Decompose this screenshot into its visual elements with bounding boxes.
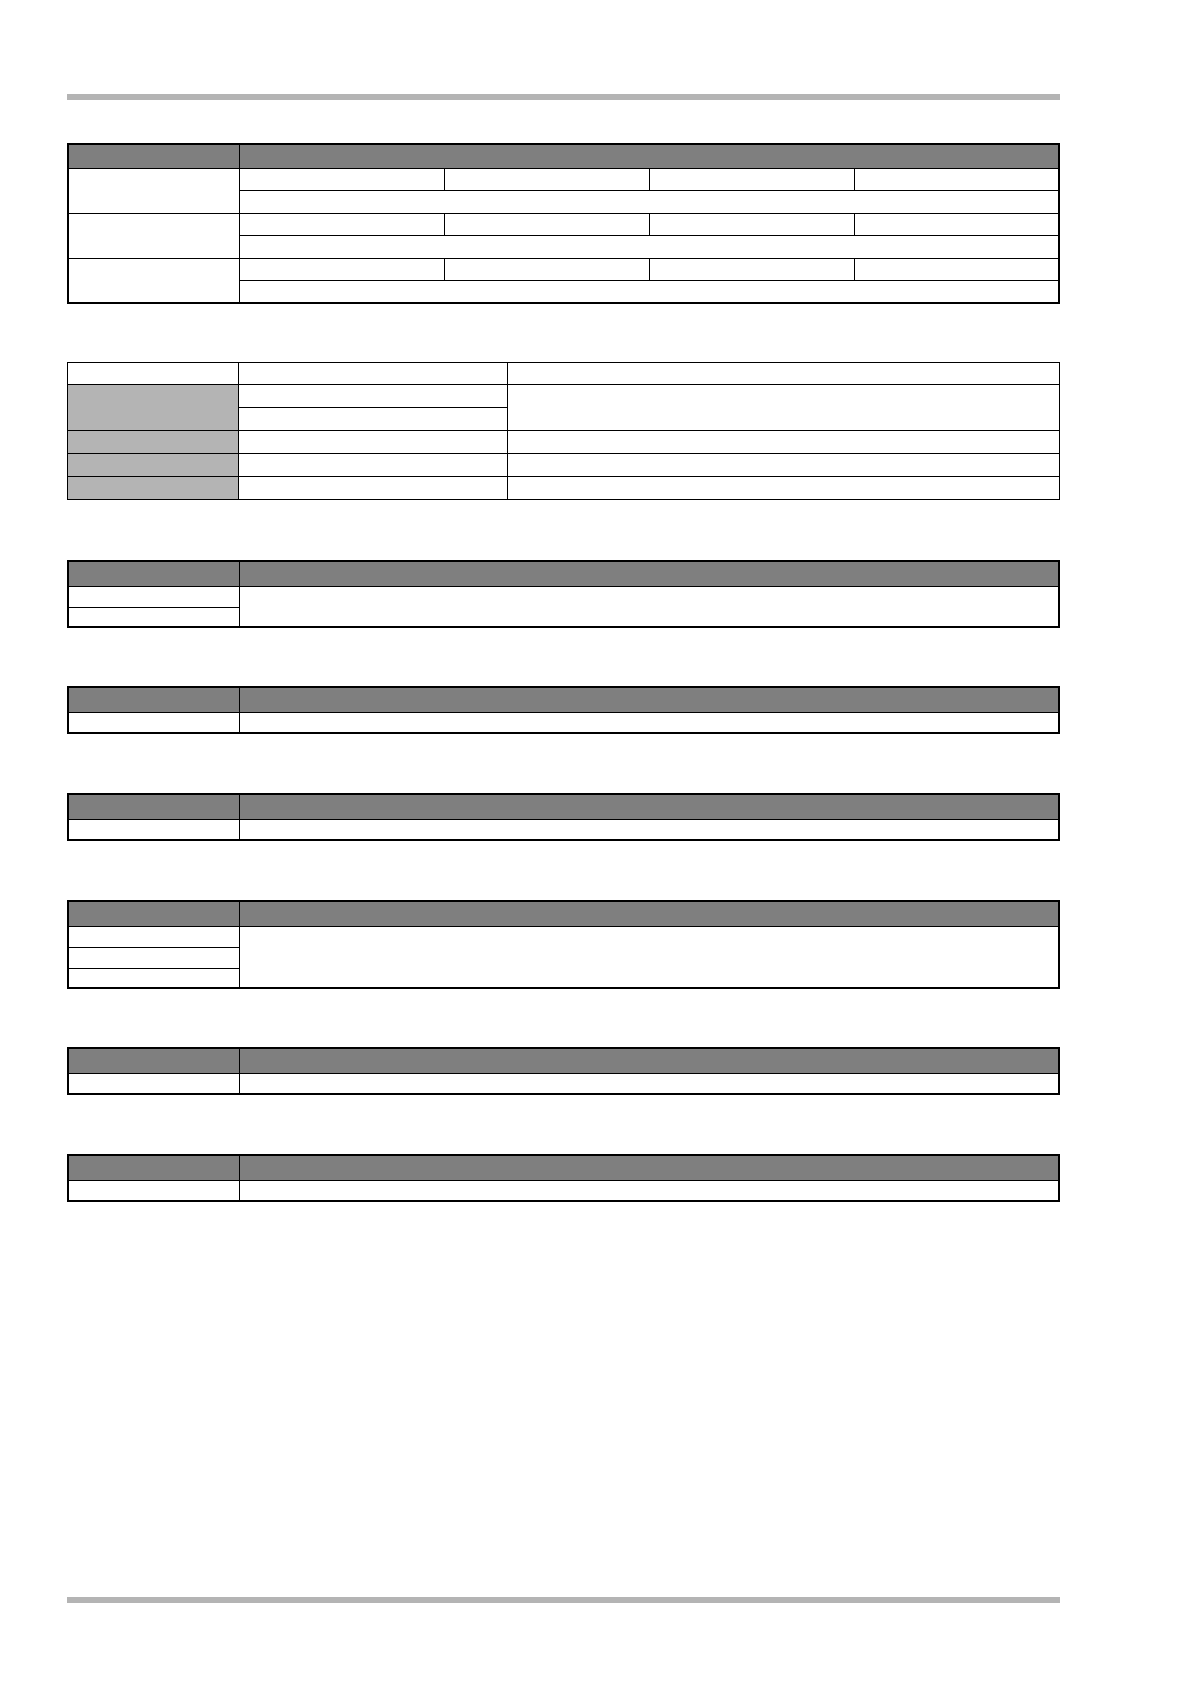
table-row (68, 1073, 1059, 1094)
table-cell (444, 258, 649, 280)
header-cell (239, 1155, 1059, 1180)
table-cell (649, 213, 854, 235)
table-cell (444, 213, 649, 235)
bottom-rule (67, 1597, 1060, 1603)
table-cell (649, 168, 854, 190)
table-cell (239, 431, 508, 454)
table-cell (239, 586, 1059, 627)
table-header-row (68, 363, 1060, 385)
header-cell (68, 901, 239, 926)
table-row (68, 454, 1060, 477)
spec-table-6 (67, 900, 1060, 989)
header-cell (239, 794, 1059, 819)
table-cell (239, 168, 444, 190)
table-cell (239, 385, 508, 408)
row-label (68, 819, 239, 840)
table-cell (239, 477, 508, 500)
row-label (68, 926, 239, 947)
spec-table-1 (67, 143, 1060, 304)
table-cell (508, 385, 1060, 431)
header-cell (239, 363, 508, 385)
table-cell (508, 454, 1060, 477)
table-row (68, 477, 1060, 500)
row-label (68, 968, 239, 988)
table-row (68, 819, 1059, 840)
table-cell (854, 213, 1059, 235)
table-cell (649, 258, 854, 280)
header-cell (239, 901, 1059, 926)
row-label (68, 712, 239, 733)
table-cell (239, 819, 1059, 840)
spec-table-8 (67, 1154, 1060, 1202)
row-label (68, 213, 239, 258)
table-row (68, 1180, 1059, 1201)
table-row (68, 431, 1060, 454)
header-cell (239, 687, 1059, 712)
table-cell (854, 168, 1059, 190)
row-label (68, 586, 239, 607)
row-label (68, 431, 239, 454)
table-header-row (68, 561, 1059, 586)
spec-table-5 (67, 793, 1060, 841)
table-header-row (68, 1155, 1059, 1180)
header-cell (239, 144, 1059, 168)
table-cell (239, 454, 508, 477)
header-cell (508, 363, 1060, 385)
table-cell (239, 258, 444, 280)
top-rule (67, 94, 1060, 100)
header-cell (68, 144, 239, 168)
table-row (68, 213, 1059, 235)
row-label (68, 454, 239, 477)
table-row (68, 168, 1059, 190)
header-cell (239, 561, 1059, 586)
table-cell (239, 1180, 1059, 1201)
row-note (239, 280, 1059, 303)
spec-table-3 (67, 560, 1060, 628)
row-label (68, 258, 239, 303)
table-header-row (68, 144, 1059, 168)
table-cell (239, 408, 508, 431)
table-header-row (68, 794, 1059, 819)
header-cell (68, 561, 239, 586)
header-cell (239, 1048, 1059, 1073)
row-label (68, 385, 239, 431)
row-label (68, 477, 239, 500)
table-cell (444, 168, 649, 190)
row-note (239, 235, 1059, 258)
table-row (68, 586, 1059, 607)
row-label (68, 168, 239, 213)
table-cell (239, 926, 1059, 988)
table-row (68, 926, 1059, 947)
spec-table-7 (67, 1047, 1060, 1095)
table-header-row (68, 687, 1059, 712)
table-row (68, 712, 1059, 733)
table-cell (239, 213, 444, 235)
spec-table-4 (67, 686, 1060, 734)
table-cell (239, 1073, 1059, 1094)
row-label (68, 607, 239, 627)
header-cell (68, 1048, 239, 1073)
table-header-row (68, 1048, 1059, 1073)
table-row (68, 385, 1060, 408)
table-header-row (68, 901, 1059, 926)
table-row (68, 258, 1059, 280)
table-cell (508, 431, 1060, 454)
header-cell (68, 687, 239, 712)
header-cell (68, 363, 239, 385)
header-cell (68, 794, 239, 819)
table-cell (854, 258, 1059, 280)
spec-table-2 (67, 362, 1060, 500)
header-cell (68, 1155, 239, 1180)
row-label (68, 1180, 239, 1201)
row-note (239, 190, 1059, 213)
table-cell (239, 712, 1059, 733)
row-label (68, 947, 239, 968)
table-cell (508, 477, 1060, 500)
row-label (68, 1073, 239, 1094)
